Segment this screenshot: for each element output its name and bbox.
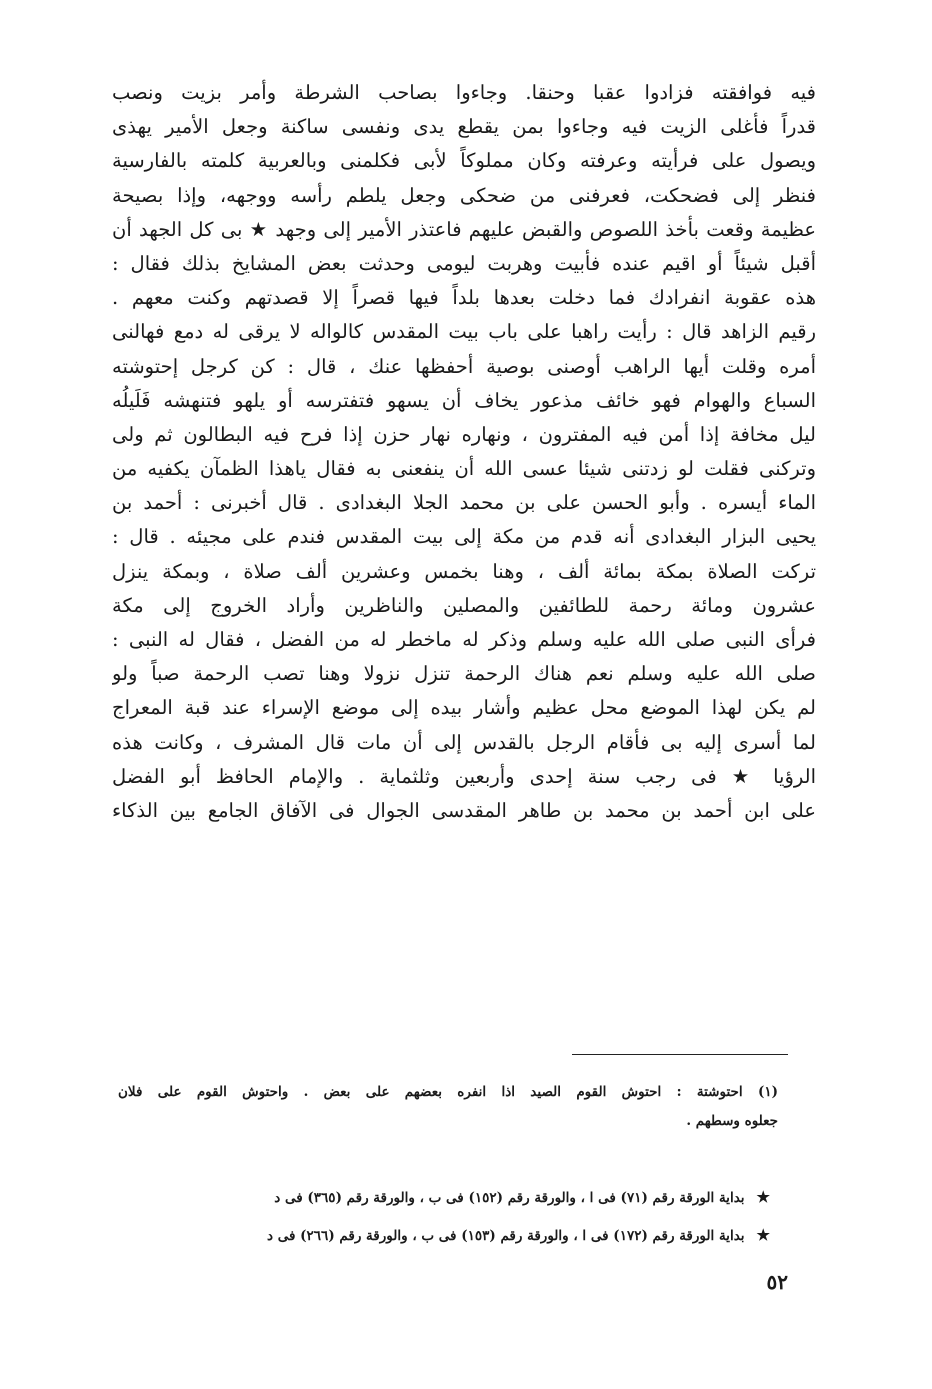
text-line: ليل مخافة إذا أمن فيه المفترون ، ونهاره نهار حزن إذا فرح فيه البطالون ثم ولى xyxy=(112,422,816,446)
manuscript-note-text: بداية الورقة رقم (٧١) فى ا ، والورقة رقم (١٥٢) فى ب ، والورقة رقم (٣٦٥) فى د xyxy=(274,1190,745,1206)
manuscript-notes xyxy=(130,1178,770,1254)
text-line: صلى الله عليه وسلم نعم هناك الرحمة تنزل نزولا وهنا تصب الرحمة صباً ولو xyxy=(112,662,816,686)
text-line: الرؤيا ★ فى رجب سنة إحدى وأربعين وثلثماية . والإمام الحافظ أبو الفضل xyxy=(112,764,816,788)
text-line: لم يكن لهذا الموضع محل عظيم وأشار بيده إلى موضع الإسراء عند قبة المعراج xyxy=(112,696,816,720)
text-line: السباع والهوام فهو خائف مذعور يخاف أن يسهو فتفترسه أو يلهو فتنهشه فَلَيلُه xyxy=(112,388,816,412)
footnote-separator xyxy=(572,1054,788,1055)
manuscript-note xyxy=(130,1178,770,1216)
text-line: على ابن أحمد بن محمد بن طاهر المقدسى الجوال فى الآفاق الجامع بين الذكاء xyxy=(112,798,816,822)
text-line: عشرون ومائة رحمة للطائفين والمصلين والناظرين وأراد الخروج إلى مكة xyxy=(112,593,816,617)
text-line: تركت الصلاة بمكة بمائة ألف ، وهنا بخمس وعشرين ألف صلاة ، وبمكة ينزل xyxy=(112,559,816,583)
text-line: فيه فوافقته فزادوا عقبا وحنقا. وجاءوا بصاحب الشرطة وأمر بزيت ونصب xyxy=(112,81,816,104)
text-line: وتركنى فقلت لو زدتنى شيئا عسى الله أن ينفعنى به فقال ياهذا الظمآن يكفيه من xyxy=(112,457,816,481)
text-line: يحيى البزار البغدادى أنه قدم من مكة إلى بيت المقدس فندم على مجيئه . قال : xyxy=(112,525,816,549)
page-number: ٥٢ xyxy=(766,1270,788,1294)
manuscript-note-text: بداية الورقة رقم (١٧٢) فى ا ، والورقة رقم (١٥٣) فى ب ، والورقة رقم (٢٦٦) فى د xyxy=(267,1228,745,1244)
text-line: لما أسرى إليه بى فأقام الرجل بالقدس إلى أن مات قال المشرف ، وكانت هذه xyxy=(112,730,816,754)
manuscript-note xyxy=(130,1216,770,1254)
main-text xyxy=(112,76,816,828)
text-line: عظيمة وقعت بأخذ اللصوص والقبض عليهم فاعتذر الأمير إلى وجهد ★ بى كل الجهد أن xyxy=(112,217,816,241)
text-line: قدراً فأغلى الزيت فيه وجاءوا بمن يقطع يدى ونفسى ساكنة وجعل الأمير يهذى xyxy=(112,115,816,139)
text-line: هذه عقوبة انفرادك فما دخلت بعدها بلداً فيها قصراً إلا قصدتهم وكنت معهم . xyxy=(112,286,816,310)
text-line: فرأى النبى صلى الله عليه وسلم وذكر له ماخطر له من الفضل ، فقال له النبى : xyxy=(112,628,816,651)
star-icon: ★ xyxy=(756,1226,770,1244)
text-line: فنظر إلى فضحكت، فعرفنى من ضحكى وجعل يلطم رأسه ووجهه، وإذا بصيحة xyxy=(112,183,816,207)
text-line: أقبل شيئاً أو اقيم عنده فأبيت وهربت ليومى وحدثت بعض المشايخ بذلك فقال : xyxy=(112,251,816,275)
star-icon: ★ xyxy=(756,1188,770,1206)
footnote-line: جعلوه وسطهم . xyxy=(686,1113,778,1129)
text-line: رقيم الزاهد قال : رأيت راهبا على باب بيت المقدس كالواله لا يرقى له دمع فهالنى xyxy=(112,320,816,344)
footnote-line: (١) احتوشتة : احتوش القوم الصيد اذا انفره بعضهم على بعض . واحتوش القوم على فلان xyxy=(118,1084,778,1100)
text-line: أمره وقلت أيها الراهب أوصنى بوصية أحفظها عنك ، قال : كن كرجل إحتوشته xyxy=(112,354,816,378)
footnote xyxy=(118,1078,778,1136)
text-line: الماء أيسره . وأبو الحسن على بن محمد الجلا البغدادى . قال أخبرنى : أحمد بن xyxy=(112,491,816,515)
text-line: ويصول على فرأيته وعرفته وكان مملوكاً لأبى فكلمنى وبالعربية كلمته بالفارسية xyxy=(112,149,816,173)
